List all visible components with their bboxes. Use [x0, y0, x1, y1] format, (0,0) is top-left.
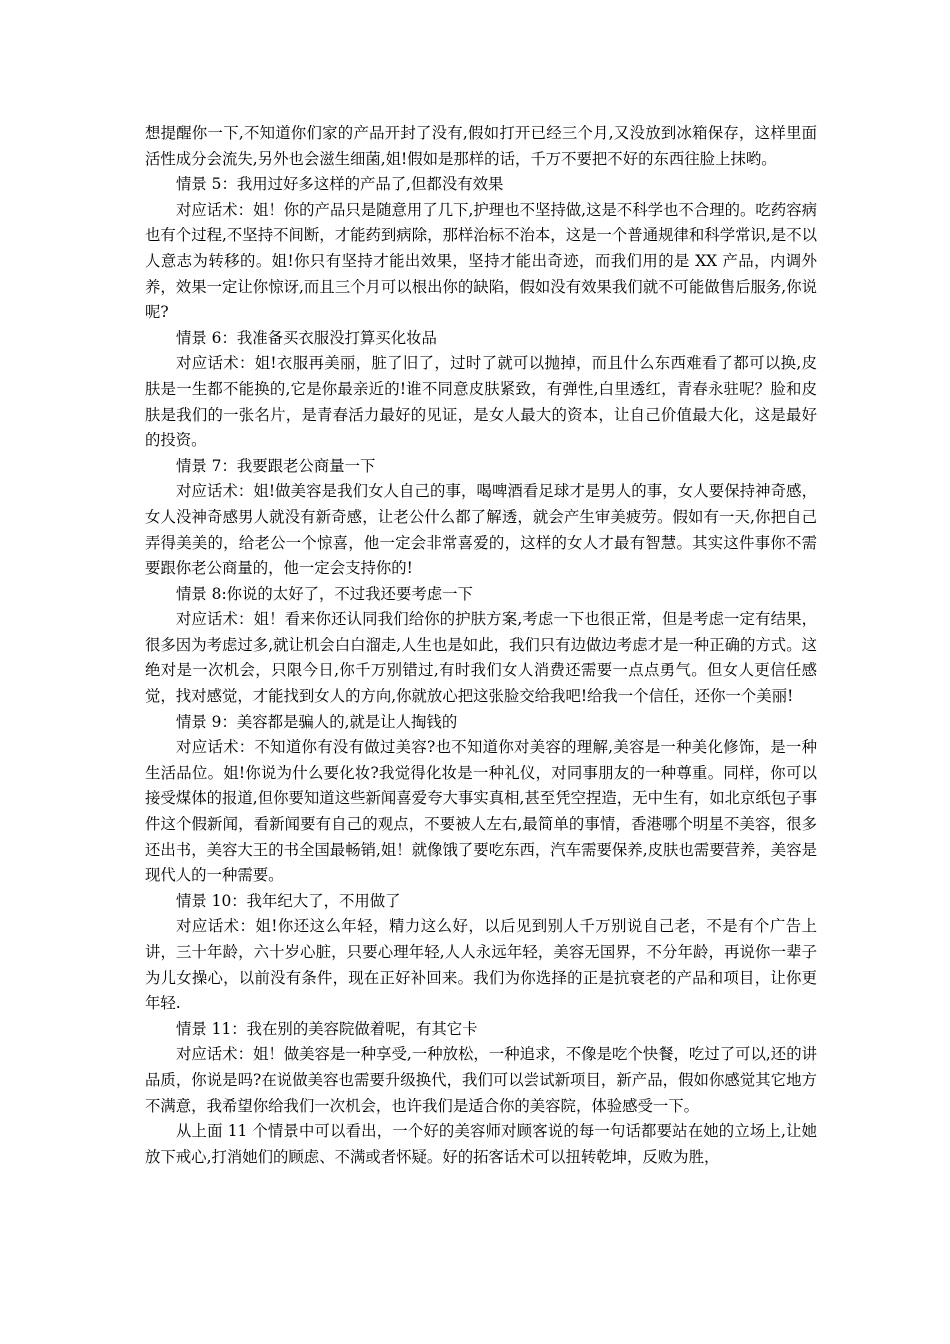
summary-paragraph: 从上面 11 个情景中可以看出，一个好的美容师对顾客说的每一句话都要站在她的立场上,让她放下戒心,打消她们的顾虑、不满或者怀疑。好的拓客话术可以扭转乾坤，反败为胜，	[145, 1122, 817, 1166]
scenario-11-response: 对应话术：姐！做美容是一种享受,一种放松，一种追求，不像是吃个快餐，吃过了可以,还的讲品质，你说是吗?在说做美容也需要升级换代，我们可以尝试新项目，新产品，假如你感觉其它地方不满意，我希望你给我们一次机会，也许我们是适合你的美容院，体验感受一下。	[145, 1045, 817, 1115]
scenario-10-heading: 情景 10：我年纪大了，不用做了	[176, 891, 401, 910]
scenario-7-response: 对应话术：姐!做美容是我们女人自己的事，喝啤酒看足球才是男人的事，女人要保持神奇感，女人没神奇感男人就没有新奇感，让老公什么都了解透，就会产生审美疲劳。假如有一天,你把自己弄得美美的，给老公一个惊喜，他一定会非常喜爱的，这样的女人才最有智慧。其实这件事你不需要跟你老公商量的，他一定会支持你的!	[145, 482, 817, 578]
scenario-10-response: 对应话术：姐!你还这么年轻，精力这么好，以后见到别人千万别说自己老，不是有个广告上讲，三十年龄，六十岁心脏，只要心理年轻,人人永远年轻，美容无国界，不分年龄，再说你一辈子为儿女操心，以前没有条件，现在正好补回来。我们为你选择的正是抗衰老的产品和项目，让你更年轻.	[145, 917, 817, 1013]
scenario-11-heading: 情景 11：我在别的美容院做着呢，有其它卡	[176, 1019, 478, 1038]
scenario-9-heading: 情景 9：美容都是骗人的,就是让人掏钱的	[176, 712, 458, 731]
scenario-6-heading: 情景 6：我准备买衣服没打算买化妆品	[176, 328, 437, 347]
scenario-8-heading: 情景 8:你说的太好了，不过我还要考虑一下	[176, 584, 473, 603]
document-page	[145, 121, 817, 1170]
scenario-5-response: 对应话术：姐！你的产品只是随意用了几下,护理也不坚持做,这是不科学也不合理的。吃药容病也有个过程,不坚持不间断，才能药到病除，那样治标不治本，这是一个普通规律和科学常识,是不以人意志为转移的。姐!你只有坚持才能出效果，坚持才能出奇迹，而我们用的是 XX 产品，内调外养，效果一定让你惊讶,而且三个月可以根出你的缺陷，假如没有效果我们就不可能做售后服务,你说呢?	[145, 200, 817, 322]
scenario-8-response: 对应话术：姐！看来你还认同我们给你的护肤方案,考虑一下也很正常，但是考虑一定有结果，很多因为考虑过多,就让机会白白溜走,人生也是如此，我们只有边做边考虑才是一种正确的方式。这绝对是一次机会，只限今日,你千万别错过,有时我们女人消费还需要一点点勇气。但女人更信任感觉，找对感觉，才能找到女人的方向,你就放心把这张脸交给我吧!给我一个信任，还你一个美丽!	[145, 610, 817, 706]
scenario-6-response: 对应话术：姐!衣服再美丽，脏了旧了，过时了就可以抛掉，而且什么东西难看了都可以换,皮肤是一生都不能换的,它是你最亲近的!谁不同意皮肤紧致，有弹性,白里透红，青春永驻呢？脸和皮肤是我们的一张名片，是青春活力最好的见证，是女人最大的资本，让自己价值最大化，这是最好的投资。	[145, 354, 817, 450]
scenario-5-heading: 情景 5：我用过好多这样的产品了,但都没有效果	[176, 175, 504, 194]
scenario-7-heading: 情景 7：我要跟老公商量一下	[176, 456, 376, 475]
paragraph-continuation: 想提醒你一下,不知道你们家的产品开封了没有,假如打开已经三个月,又没放到冰箱保存，这样里面活性成分会流失,另外也会滋生细菌,姐!假如是那样的话，千万不要把不好的东西往脸上抹哟。	[145, 124, 817, 168]
scenario-9-response: 对应话术：不知道你有没有做过美容?也不知道你对美容的理解,美容是一种美化修饰，是一种生活品位。姐!你说为什么要化妆?我觉得化妆是一种礼仪，对同事朋友的一种尊重。同样，你可以接受煤体的报道,但你要知道这些新闻喜爱夸大事实真相,甚至凭空捏造，无中生有，如北京纸包子事件这个假新闻，看新闻要有自己的观点，不要被人左右,最简单的事情，香港哪个明星不美容，很多还出书，美容大王的书全国最畅销,姐！就像饿了要吃东西，汽车需要保养,皮肤也需要营养，美容是现代人的一种需要。	[145, 738, 817, 885]
